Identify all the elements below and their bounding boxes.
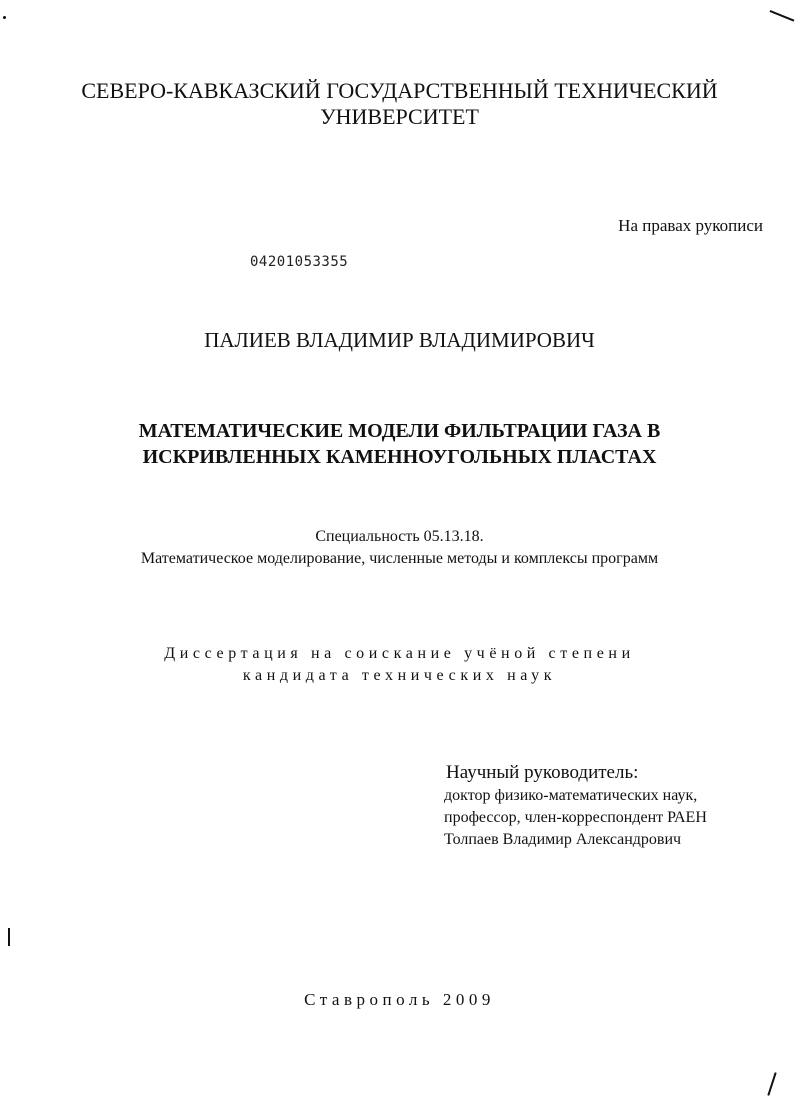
degree-line-2: кандидата технических наук <box>242 667 557 684</box>
scan-left-tick-mark <box>8 928 10 946</box>
advisor-degree: доктор физико-математических наук, <box>444 787 698 804</box>
dissertation-title-line-1: МАТЕМАТИЧЕСКИЕ МОДЕЛИ ФИЛЬТРАЦИИ ГАЗА В <box>138 420 661 442</box>
manuscript-rights-note: На правах рукописи <box>618 216 763 235</box>
scan-bottom-slash-mark <box>767 1072 776 1095</box>
advisor-block <box>446 761 707 851</box>
specialty-name: Математическое моделирование, численные методы и комплексы программ <box>140 550 659 567</box>
degree-line-1: Диссертация на соискание учёной степени <box>164 645 635 662</box>
university-name-line-2: УНИВЕРСИТЕТ <box>320 104 479 129</box>
advisor-heading: Научный руководитель: <box>446 762 639 783</box>
scan-corner-line-mark <box>770 10 795 21</box>
city-year: Ставрополь 2009 <box>304 990 495 1009</box>
advisor-name: Толпаев Владимир Александрович <box>444 831 682 848</box>
university-name-line-1: СЕВЕРО-КАВКАЗСКИЙ ГОСУДАРСТВЕННЫЙ ТЕХНИЧЕСКИЙ <box>81 78 718 103</box>
advisor-position: профессор, член-корреспондент РАЕН <box>444 809 707 826</box>
library-stamp-number: 04201053355 <box>250 254 349 270</box>
dissertation-title-line-2: ИСКРИВЛЕННЫХ КАМЕННОУГОЛЬНЫХ ПЛАСТАХ <box>142 446 657 468</box>
scan-dot-mark <box>3 16 6 19</box>
specialty-code: Специальность 05.13.18. <box>315 528 484 545</box>
author-name: ПАЛИЕВ ВЛАДИМИР ВЛАДИМИРОВИЧ <box>204 328 595 352</box>
